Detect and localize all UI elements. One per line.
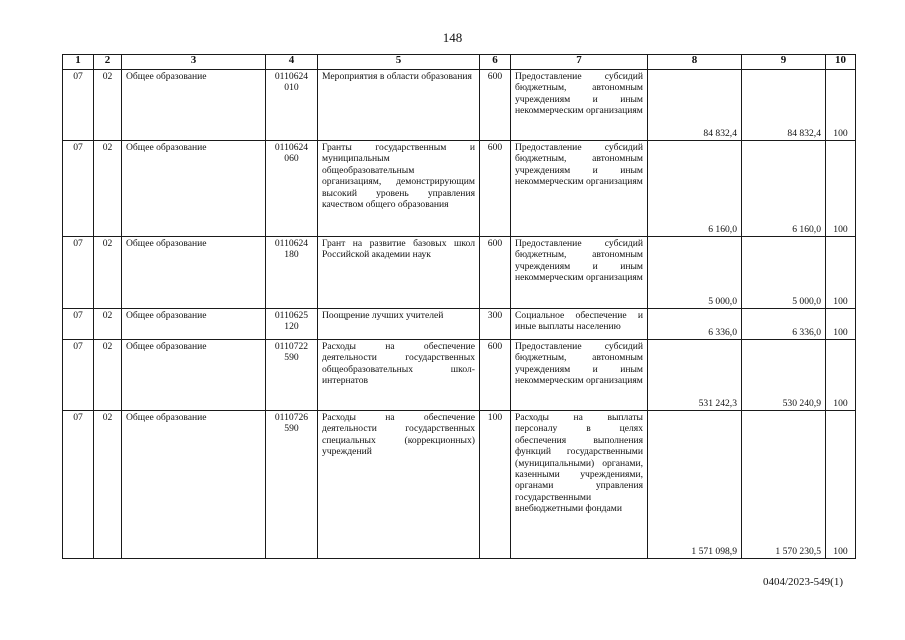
amount-actual: 530 240,9 — [742, 340, 826, 411]
amount-actual: 84 832,4 — [742, 70, 826, 141]
section-code: 07 — [63, 309, 94, 340]
amount-planned: 6 336,0 — [648, 309, 742, 340]
amount-planned: 1 571 098,9 — [648, 411, 742, 559]
target-code-part2: 590 — [284, 423, 299, 435]
percent-executed: 100 — [826, 340, 856, 411]
header-cell-3: 3 — [122, 55, 266, 70]
subsection-code: 02 — [94, 411, 122, 559]
amount-actual: 1 570 230,5 — [742, 411, 826, 559]
table-row — [63, 309, 856, 340]
target-code — [266, 411, 318, 559]
section-name: Общее образование — [122, 340, 266, 411]
expense-type-code: 100 — [480, 411, 511, 559]
target-code — [266, 340, 318, 411]
amount-planned: 531 242,3 — [648, 340, 742, 411]
percent-executed: 100 — [826, 309, 856, 340]
expense-type-code: 600 — [480, 70, 511, 141]
section-name: Общее образование — [122, 411, 266, 559]
expense-type-name: Социальное обеспечение и иные выплаты населению — [511, 309, 648, 340]
page-number: 148 — [442, 30, 463, 45]
section-code: 07 — [63, 340, 94, 411]
target-code-part1: 0110624 — [274, 238, 309, 249]
target-code-part2: 590 — [284, 352, 299, 364]
table-row — [63, 141, 856, 237]
expense-name: Расходы на обеспечение деятельности государственных общеобразовательных школ-интернатов — [318, 340, 480, 411]
target-code-part2: 010 — [284, 82, 299, 94]
header-row — [63, 55, 856, 70]
table-row — [63, 70, 856, 141]
expense-type-name: Предоставление субсидий бюджетным, автономным учреждениям и иным некоммерческим организациям — [511, 141, 648, 237]
header-cell-1: 1 — [63, 55, 94, 70]
expense-name: Поощрение лучших учителей — [318, 309, 480, 340]
target-code-part2: 180 — [284, 249, 299, 261]
expense-type-code: 600 — [480, 141, 511, 237]
amount-planned: 5 000,0 — [648, 237, 742, 309]
amount-planned: 84 832,4 — [648, 70, 742, 141]
target-code-part1: 0110625 — [274, 310, 309, 321]
amount-actual: 6 336,0 — [742, 309, 826, 340]
target-code-part1: 0110726 — [274, 412, 309, 423]
header-cell-4: 4 — [266, 55, 318, 70]
subsection-code: 02 — [94, 340, 122, 411]
subsection-code: 02 — [94, 141, 122, 237]
document-id: 0404/2023-549(1) — [762, 576, 843, 588]
target-code-part1: 0110624 — [274, 71, 309, 82]
amount-actual: 6 160,0 — [742, 141, 826, 237]
expense-name: Грант на развитие базовых школ Российской академии наук — [318, 237, 480, 309]
percent-executed: 100 — [826, 411, 856, 559]
target-code — [266, 70, 318, 141]
section-code: 07 — [63, 141, 94, 237]
percent-executed: 100 — [826, 141, 856, 237]
amount-actual: 5 000,0 — [742, 237, 826, 309]
target-code — [266, 237, 318, 309]
expense-type-name: Предоставление субсидий бюджетным, автономным учреждениям и иным некоммерческим организациям — [511, 340, 648, 411]
target-code-part2: 060 — [284, 153, 299, 165]
subsection-code: 02 — [94, 309, 122, 340]
budget-table — [62, 54, 856, 559]
header-cell-5: 5 — [318, 55, 480, 70]
header-cell-2: 2 — [94, 55, 122, 70]
expense-type-name: Предоставление субсидий бюджетным, автономным учреждениям и иным некоммерческим организациям — [511, 237, 648, 309]
percent-executed: 100 — [826, 237, 856, 309]
expense-type-code: 600 — [480, 237, 511, 309]
section-code: 07 — [63, 411, 94, 559]
percent-executed: 100 — [826, 70, 856, 141]
expense-type-code: 300 — [480, 309, 511, 340]
target-code-part1: 0110624 — [274, 142, 309, 153]
section-name: Общее образование — [122, 237, 266, 309]
target-code-part2: 120 — [284, 321, 299, 333]
expense-type-name: Предоставление субсидий бюджетным, автономным учреждениям и иным некоммерческим организациям — [511, 70, 648, 141]
target-code — [266, 141, 318, 237]
table-row — [63, 340, 856, 411]
header-cell-8: 8 — [648, 55, 742, 70]
subsection-code: 02 — [94, 237, 122, 309]
expense-name: Расходы на обеспечение деятельности государственных специальных (коррекционных) учреждений — [318, 411, 480, 559]
section-name: Общее образование — [122, 309, 266, 340]
section-code: 07 — [63, 237, 94, 309]
target-code-part1: 0110722 — [274, 341, 309, 352]
header-cell-7: 7 — [511, 55, 648, 70]
expense-type-name: Расходы на выплаты персоналу в целях обеспечения выполнения функций государственными (муниципальными) органами, казенными учреждениями, органами управления государственными внебюджетными фондами — [511, 411, 648, 559]
target-code — [266, 309, 318, 340]
section-name: Общее образование — [122, 70, 266, 141]
section-code: 07 — [63, 70, 94, 141]
expense-name: Гранты государственным и муниципальным общеобразовательным организациям, демонстрирующим высокий уровень управления качеством общего образования — [318, 141, 480, 237]
table-row — [63, 237, 856, 309]
header-cell-6: 6 — [480, 55, 511, 70]
amount-planned: 6 160,0 — [648, 141, 742, 237]
header-cell-10: 10 — [826, 55, 856, 70]
expense-name: Мероприятия в области образования — [318, 70, 480, 141]
expense-type-code: 600 — [480, 340, 511, 411]
header-cell-9: 9 — [742, 55, 826, 70]
section-name: Общее образование — [122, 141, 266, 237]
subsection-code: 02 — [94, 70, 122, 141]
table-row — [63, 411, 856, 559]
